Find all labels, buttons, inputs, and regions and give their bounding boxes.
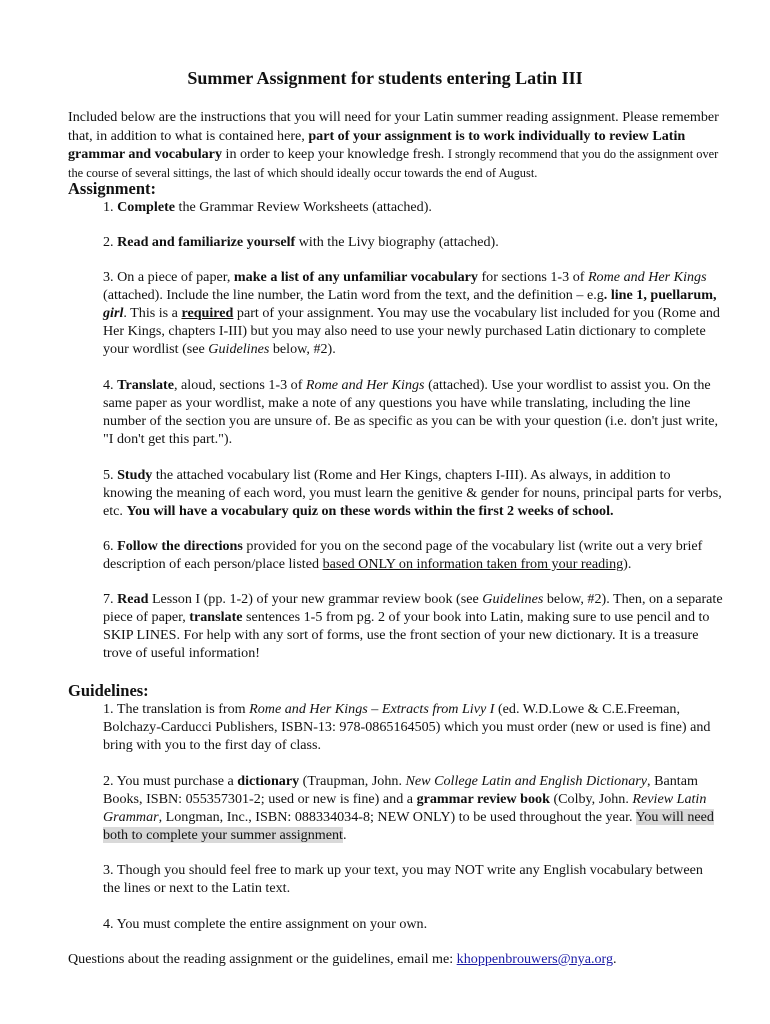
- item-text: the attached vocabulary list (Rome and Her Kings, chapters I-III). As always, in addition to knowing the meaning of each word, you must learn the genitive & gender for nouns, principal parts for verbs, etc.: [103, 467, 722, 519]
- intro-small-text: I strongly recommend that you do the assignment over the course of several sittings, the last of which should ideally occur towards the end of August.: [68, 147, 719, 180]
- guideline-1: [103, 700, 723, 754]
- guideline-2: [103, 772, 723, 844]
- item-text: 3. On a piece of paper,: [103, 269, 234, 285]
- item-text: Lesson I (pp. 1-2) of your new grammar review book (see: [148, 591, 483, 607]
- item-bold: grammar review book: [416, 791, 550, 807]
- assignment-heading: Assignment:: [68, 179, 157, 198]
- assignment-item-6: [103, 537, 723, 573]
- page-title: Summer Assignment for students entering Latin III: [187, 68, 583, 88]
- item-text: .: [342, 827, 347, 843]
- assignment-item-4: [103, 376, 723, 448]
- item-text: (Traupman, John.: [299, 773, 406, 789]
- item-text: . This is a: [123, 305, 182, 321]
- assignment-item-7: [103, 590, 723, 662]
- assignment-item-5: [103, 466, 723, 520]
- item-bold: Translate: [117, 377, 174, 393]
- item-bold: Study: [117, 467, 153, 483]
- item-text: , Bantam Books, ISBN: 055357301-2; used or new is fine) and a: [103, 773, 698, 807]
- item-text: (attached). Include the line number, the Latin word from the text, and the definition – e.g: [103, 287, 604, 303]
- intro-text: Included below are the instructions that you will need for your Latin summer reading assignment. Please remember that, in addition to what is contained here,: [68, 109, 719, 144]
- intro-paragraph: [68, 108, 732, 182]
- item-bold: . line 1, puellarum,: [603, 287, 717, 303]
- item-bold: Read: [117, 591, 149, 607]
- item-bold: make a list of any unfamiliar vocabulary: [233, 269, 478, 285]
- item-text: 1. The translation is from: [103, 701, 250, 717]
- footer-end: .: [613, 951, 617, 967]
- item-bold: dictionary: [237, 773, 300, 789]
- intro-bold-text: part of your assignment is to work individually to review Latin grammar and vocabulary: [68, 127, 686, 162]
- item-italic: Rome and Her Kings: [305, 377, 425, 393]
- assignment-item-1: [103, 198, 723, 216]
- item-number: 1.: [103, 199, 118, 215]
- guideline-4: 4. You must complete the entire assignment on your own.: [103, 916, 428, 932]
- item-bold: translate: [189, 609, 243, 625]
- contact-footer: [68, 950, 732, 968]
- item-text: part of your assignment. You may use the vocabulary list included for you (Rome and Her Kings, chapters I-III) but you may also need to use your newly purchased Latin dictionary to complete your wordlist (see: [103, 305, 720, 357]
- item-text: , aloud, sections 1-3 of: [174, 377, 306, 393]
- item-number: 4.: [103, 377, 118, 393]
- item-bold: You will have a vocabulary quiz on these words within the first 2 weeks of school.: [126, 503, 614, 519]
- guidelines-heading: Guidelines:: [68, 681, 149, 700]
- item-text: ).: [623, 556, 632, 572]
- item-text: (Colby, John.: [549, 791, 633, 807]
- assignment-item-3: [103, 268, 723, 358]
- highlighted-text: You will need both to complete your summer assignment: [103, 809, 714, 843]
- item-text: 2. You must purchase a: [103, 773, 238, 789]
- intro-text-end: in order to keep your knowledge fresh.: [222, 146, 448, 162]
- item-text: provided for you on the second page of the vocabulary list (write out a very brief description of each person/place listed: [103, 538, 703, 572]
- item-bold: Complete: [117, 199, 176, 215]
- item-italic: Guidelines: [482, 591, 544, 607]
- item-italic: Rome and Her Kings – Extracts from Livy I: [249, 701, 495, 717]
- item-italic: Review Latin Grammar: [103, 791, 707, 825]
- item-text: , Longman, Inc., ISBN: 088334034-8; NEW ONLY) to be used throughout the year.: [158, 809, 636, 825]
- item-number: 7.: [103, 591, 118, 607]
- item-italic: Rome and Her Kings: [587, 269, 707, 285]
- item-number: 6.: [103, 538, 118, 554]
- item-underline: based ONLY on information taken from your reading: [322, 556, 624, 572]
- item-bold: Follow the directions: [117, 538, 243, 554]
- item-text: (attached). Use your wordlist to assist you. On the same paper as your wordlist, make a note of any questions you have while translating, including the line number of the section you are unsure of. Be as specific as you can be with your question (i.e. don't just write, "I don't get this part.").: [103, 377, 719, 447]
- guideline-3: 3. Though you should feel free to mark up your text, you may NOT write any English vocabulary between the lines or next to the Latin text.: [103, 862, 703, 896]
- item-bold-italic: girl: [103, 305, 124, 321]
- item-text: the Grammar Review Worksheets (attached).: [175, 199, 432, 215]
- item-bold: Read and familiarize yourself: [117, 234, 296, 250]
- item-italic: Guidelines: [208, 341, 270, 357]
- item-italic: New College Latin and English Dictionary: [405, 773, 648, 789]
- item-bold-underline: required: [181, 305, 234, 321]
- item-number: 2.: [103, 234, 118, 250]
- footer-text: Questions about the reading assignment or the guidelines, email me:: [68, 951, 457, 967]
- email-link[interactable]: khoppenbrouwers@nya.org: [456, 951, 614, 967]
- item-text: for sections 1-3 of: [477, 269, 588, 285]
- item-text: below, #2). Then, on a separate piece of paper,: [103, 591, 723, 625]
- assignment-item-2: [103, 233, 723, 251]
- item-text: sentences 1-5 from pg. 2 of your book into Latin, making sure to use pencil and to SKIP LINES. For help with any sort of forms, use the front section of your new dictionary. It is a treasure trove of useful information!: [103, 609, 710, 661]
- item-text: below, #2).: [269, 341, 336, 357]
- item-text: (ed. W.D.Lowe & C.E.Freeman, Bolchazy-Carducci Publishers, ISBN-13: 978-0865164505) which you must order (new or used is fine) and bring with you to the first day of class.: [103, 701, 711, 753]
- item-number: 5.: [103, 467, 118, 483]
- item-text: with the Livy biography (attached).: [295, 234, 499, 250]
